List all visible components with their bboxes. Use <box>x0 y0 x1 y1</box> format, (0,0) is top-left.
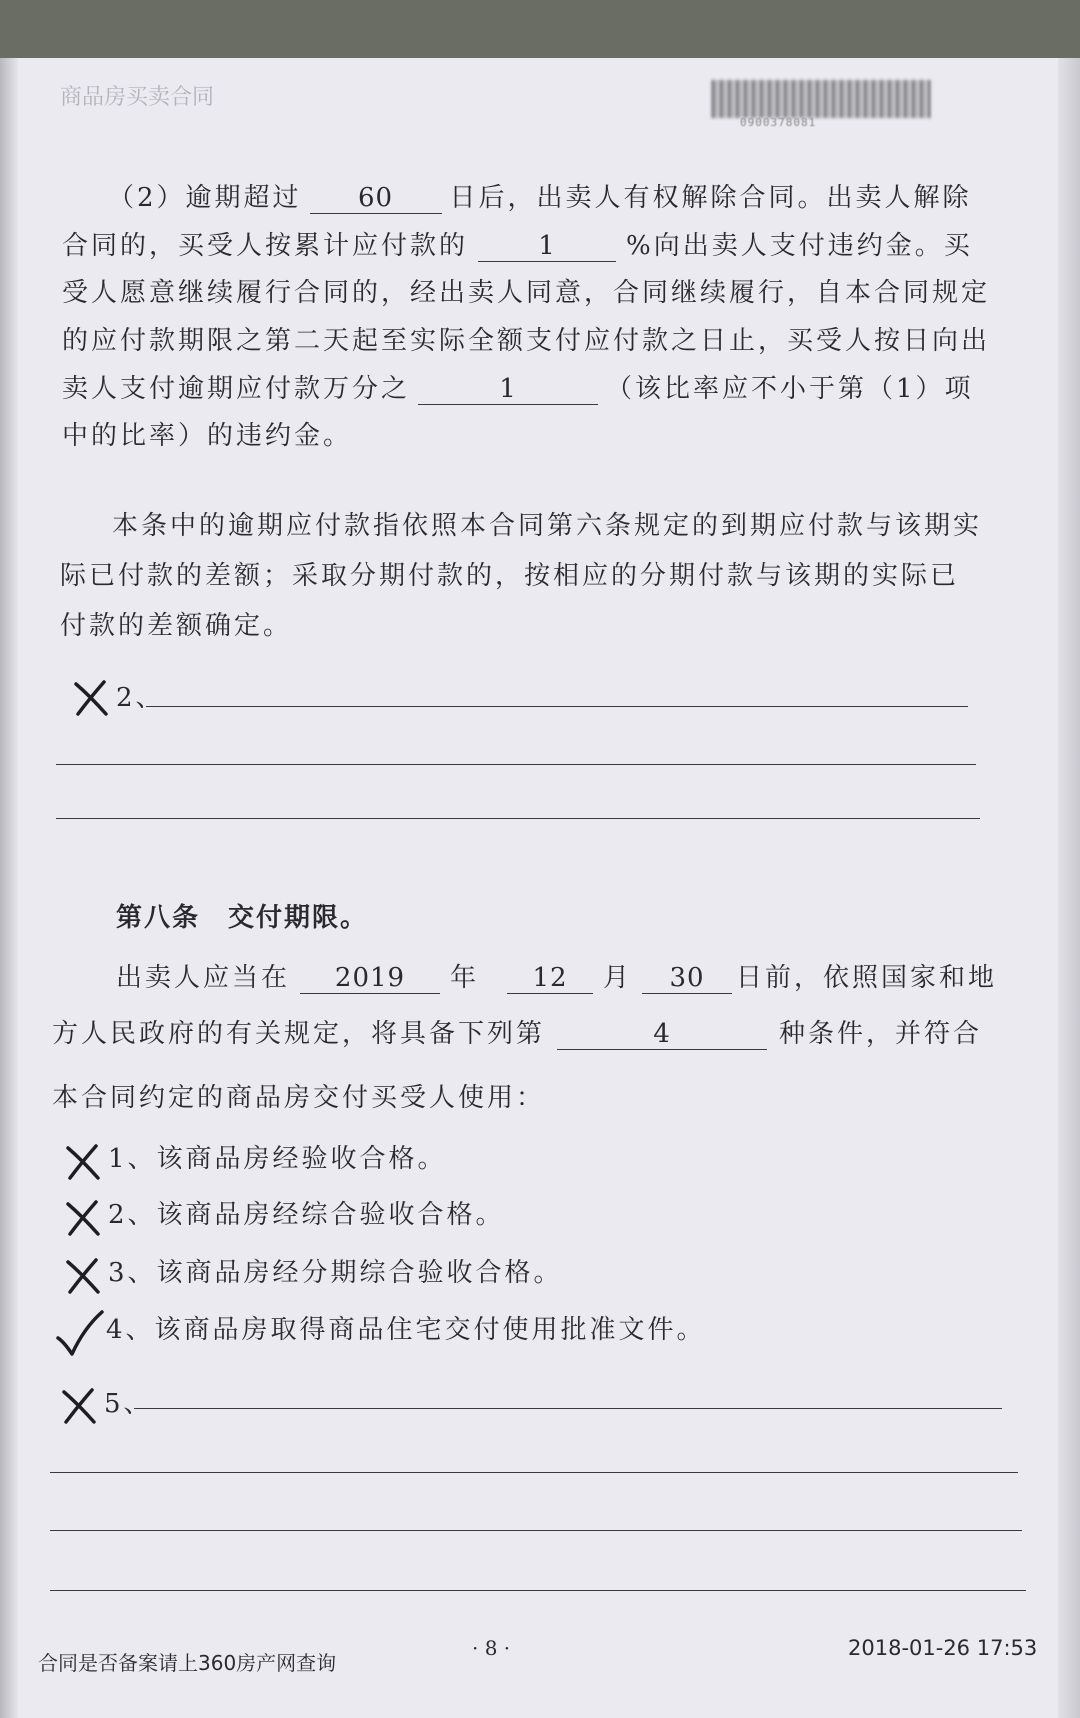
note-line-1: 本条中的逾期应付款指依照本合同第六条规定的到期应付款与该期实 <box>112 511 983 541</box>
note-line-2: 际已付款的差额；采取分期付款的，按相应的分期付款与该期的实际已 <box>60 561 960 591</box>
p2-mid: 日后，出卖人有权解除合同。出卖人解除 <box>449 183 972 213</box>
note-line-3: 付款的差额确定。 <box>60 611 293 641</box>
blank-line <box>50 1472 1018 1473</box>
item2-label: 2、 <box>116 683 165 713</box>
blank-line <box>146 706 968 707</box>
blank-line <box>134 1408 1002 1409</box>
delivery-day-field: 30 <box>642 963 732 994</box>
a8-line1b: 日前，依照国家和地 <box>736 963 998 993</box>
photo-timestamp: 2018-01-26 17:53 <box>848 1636 1038 1660</box>
header-faint-text: 商品房买卖合同 <box>60 85 215 110</box>
clause-line-3: 受人愿意继续履行合同的，经出卖人同意，合同继续履行，自本合同规定 <box>62 278 991 308</box>
overdue-days-field: 60 <box>310 183 442 214</box>
clause-line-1 <box>108 180 972 216</box>
page-number: · 8 · <box>472 1636 511 1660</box>
barcode-number: 0900378081 <box>740 116 817 129</box>
clause-line-2 <box>62 228 973 264</box>
article8-title: 第八条 交付期限。 <box>116 903 369 933</box>
option-5: 5、 <box>104 1389 153 1419</box>
cross-mark-icon <box>62 1140 106 1184</box>
daily-rate-field: 1 <box>418 374 598 405</box>
clause-line-6: 中的比率）的违约金。 <box>62 421 353 451</box>
cross-mark-icon <box>62 1196 106 1240</box>
cross-mark-icon <box>70 676 114 720</box>
clause-line-5 <box>62 371 974 407</box>
a8-line2a: 方人民政府的有关规定，将具备下列第 <box>52 1019 546 1049</box>
article8-line-1 <box>116 960 997 996</box>
delivery-month-field: 12 <box>507 963 593 994</box>
option-2: 2、该商品房经综合验收合格。 <box>108 1200 505 1230</box>
condition-number-field: 4 <box>557 1019 767 1050</box>
month-unit: 月 <box>603 963 633 993</box>
option-1: 1、该商品房经验收合格。 <box>108 1144 447 1174</box>
background-surface <box>0 0 1080 58</box>
year-unit: 年 <box>450 963 480 993</box>
blank-line <box>56 818 980 819</box>
p2-line2a: 合同的，买受人按累计应付款的 <box>62 231 469 261</box>
option-4: 4、该商品房取得商品住宅交付使用批准文件。 <box>106 1315 706 1345</box>
page-spine-shadow <box>0 58 18 1718</box>
check-mark-icon <box>54 1308 106 1360</box>
p2-line2b: %向出卖人支付违约金。买 <box>626 231 973 261</box>
p2-line5b: （该比率应不小于第（1）项 <box>606 374 974 404</box>
p2-prefix: （2）逾期超过 <box>108 183 302 213</box>
barcode-icon <box>712 80 932 118</box>
blank-line <box>50 1590 1026 1591</box>
footer-note: 合同是否备案请上360房产网查询 <box>38 1651 337 1675</box>
blank-line <box>50 1530 1022 1531</box>
p2-line5a: 卖人支付逾期应付款万分之 <box>62 374 411 404</box>
blank-line <box>56 764 976 765</box>
penalty-percent-field: 1 <box>478 231 616 262</box>
option-3: 3、该商品房经分期综合验收合格。 <box>108 1258 563 1288</box>
a8-line1a: 出卖人应当在 <box>116 963 291 993</box>
article8-line-2 <box>52 1016 982 1052</box>
clause-line-4: 的应付款期限之第二天起至实际全额支付应付款之日止，买受人按日向出 <box>62 326 991 356</box>
cross-mark-icon <box>62 1254 106 1298</box>
a8-line2b: 种条件，并符合 <box>779 1019 983 1049</box>
page-edge <box>1058 58 1080 1718</box>
delivery-year-field: 2019 <box>300 963 440 994</box>
article8-line-3: 本合同约定的商品房交付买受人使用： <box>52 1083 546 1113</box>
cross-mark-icon <box>58 1384 102 1428</box>
